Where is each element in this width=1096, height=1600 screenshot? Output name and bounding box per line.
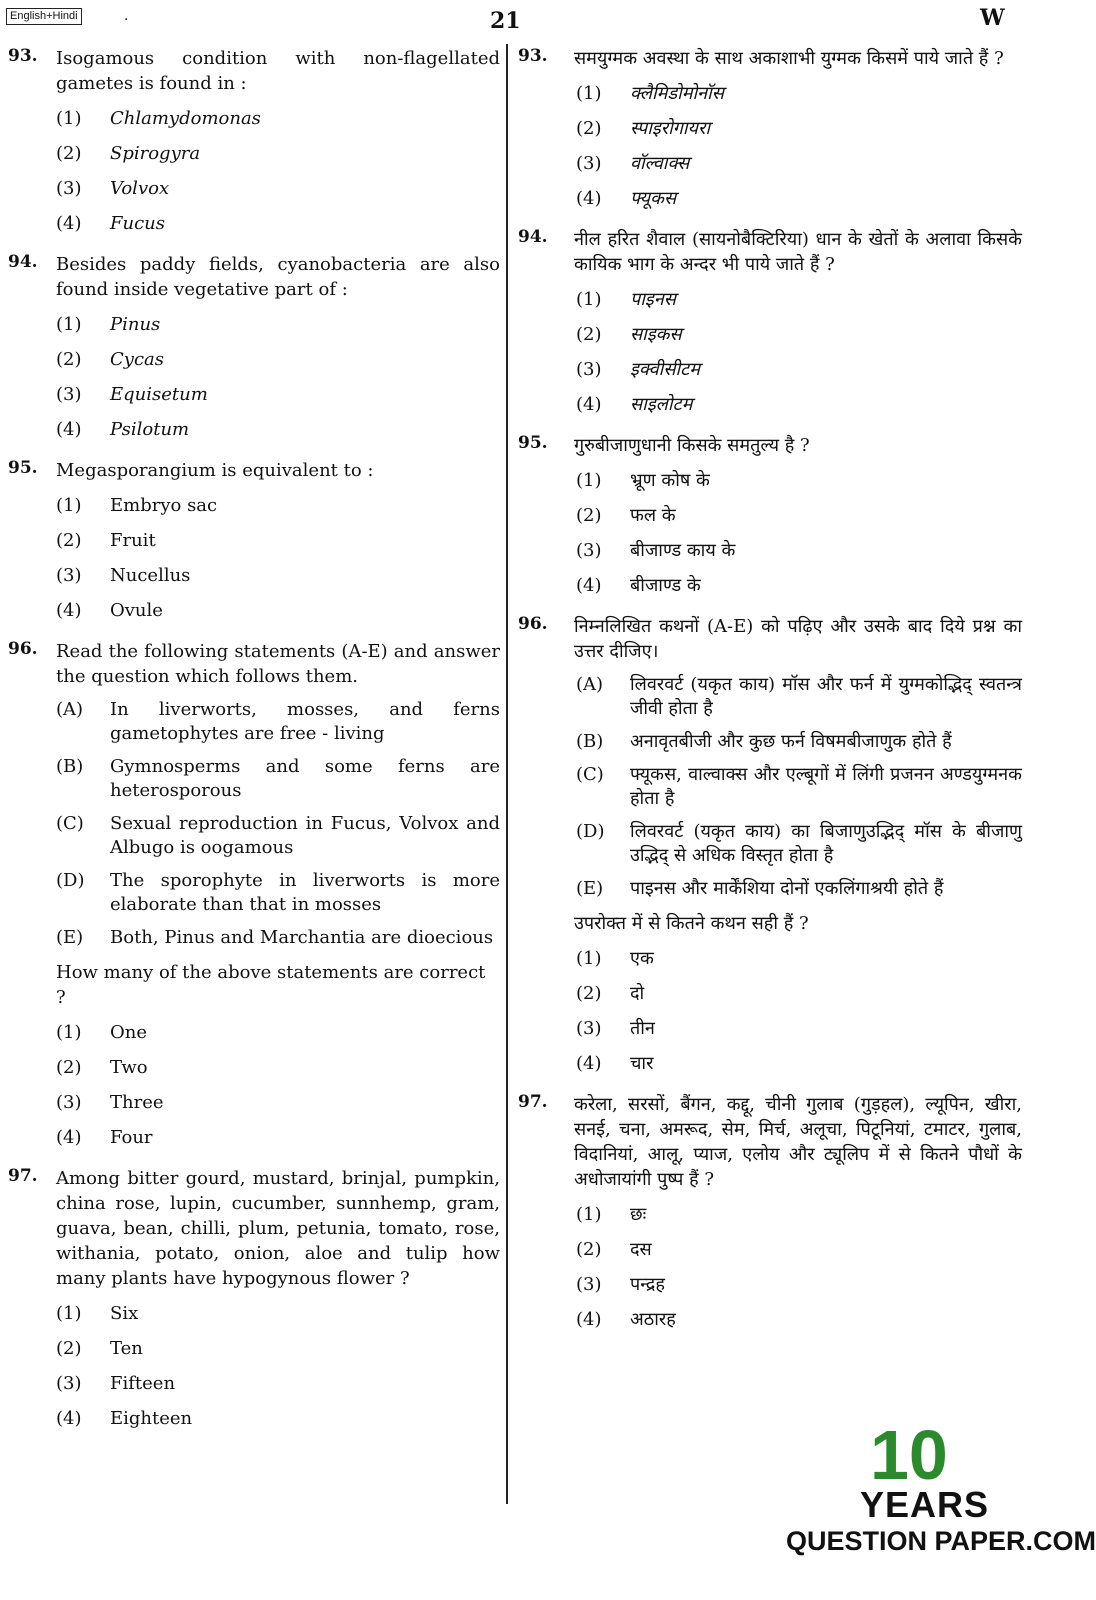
option: (4) Psilotum	[56, 419, 190, 440]
option: (2) दो	[576, 983, 645, 1004]
statement: (D) लिवरवर्ट (यकृत काय) का बिजाणुउद्भिद् मॉस के बीजाणु उद्भिद् से अधिक विस्तृत होता है	[576, 821, 1022, 866]
question-number: 94.	[8, 252, 38, 272]
set-code: W	[980, 5, 1005, 31]
question-text: करेला, सरसों, बैंगन, कद्दू, चीनी गुलाब (गुड़हल), ल्यूपिन, खीरा, सनई, चना, अमरूद, सेम, मिर्च, अलूचा, पिटूनियां, टमाटर, गुलाब, विदानियां, आलू, प्याज, एलोय और ट्यूलिप में से कितने पौधों के अधोजायांगी पुष्प हैं ?	[574, 1094, 1022, 1190]
option: (4) Ovule	[56, 600, 163, 621]
option: (4) साइलोटम	[576, 394, 693, 415]
option: (3) Three	[56, 1092, 164, 1113]
question-text: Besides paddy fields, cyanobacteria are also found inside vegetative part of :	[56, 254, 500, 300]
statement: (E) Both, Pinus and Marchantia are dioecious	[56, 927, 494, 948]
question-94-hindi	[518, 227, 1022, 417]
stray-mark: ·	[124, 12, 129, 28]
option: (4) चार	[576, 1053, 654, 1074]
option: (3) Nucellus	[56, 565, 191, 586]
option: (2) फल के	[576, 505, 676, 526]
page-number: 21	[490, 8, 521, 34]
option: (1) One	[56, 1022, 148, 1043]
question-text: Megasporangium is equivalent to :	[56, 460, 374, 481]
option: (3) तीन	[576, 1018, 655, 1039]
option: (2) Two	[56, 1057, 148, 1078]
statement: (D) The sporophyte in liverworts is more elaborate than that in mosses	[56, 870, 500, 915]
option: (4) Fucus	[56, 213, 165, 234]
question-96-hindi	[518, 614, 1022, 1076]
question-number: 97.	[8, 1166, 38, 1186]
option: (2) स्पाइरोगायरा	[576, 118, 711, 139]
option: (2) साइकस	[576, 324, 682, 345]
question-text: समयुग्मक अवस्था के साथ अकाशाभी युग्मक किसमें पाये जाते हैं ?	[574, 48, 1004, 69]
follow-up-question: उपरोक्त में से कितने कथन सही हैं ?	[574, 913, 809, 934]
statement: (B) Gymnosperms and some ferns are heterosporous	[56, 756, 500, 801]
question-97-hindi	[518, 1092, 1022, 1332]
option: (1) Embryo sac	[56, 495, 218, 516]
question-93-hindi	[518, 46, 1022, 211]
option: (4) बीजाण्ड के	[576, 575, 701, 596]
question-text: Isogamous condition with non-flagellated gametes is found in :	[56, 48, 500, 94]
option: (3) Volvox	[56, 178, 170, 199]
option: (3) Equisetum	[56, 384, 208, 405]
question-text: Read the following statements (A-E) and answer the question which follows them.	[56, 641, 500, 687]
logo-site: QUESTION PAPER.COM	[786, 1526, 1096, 1556]
option: (3) बीजाण्ड काय के	[576, 540, 736, 561]
option: (3) इक्वीसीटम	[576, 359, 700, 380]
statement: (E) पाइनस और मार्केंशिया दोनों एकलिंगाश्रयी होते हैं	[576, 878, 944, 899]
option: (1) क्लैमिडोमोनॉस	[576, 83, 724, 104]
option: (2) दस	[576, 1239, 652, 1260]
question-number: 97.	[518, 1092, 548, 1112]
option: (3) पन्द्रह	[576, 1274, 665, 1295]
column-divider	[506, 44, 508, 1504]
option: (2) Ten	[56, 1338, 143, 1359]
option: (1) एक	[576, 948, 654, 969]
question-text: नील हरित शैवाल (सायनोबैक्टिरिया) धान के खेतों के अलावा किसके कायिक भाग के अन्दर भी पाये जाते हैं ?	[574, 229, 1022, 275]
option: (1) पाइनस	[576, 289, 676, 310]
statement: (A) लिवरवर्ट (यकृत काय) मॉस और फर्न में युग्मकोद्भिद् स्वतन्त्र जीवी होता है	[576, 674, 1022, 719]
english-column	[8, 46, 500, 1447]
question-text: निम्नलिखित कथनों (A-E) को पढ़िए और उसके बाद दिये प्रश्न का उत्तर दीजिए।	[574, 616, 1022, 662]
statement: (B) अनावृतबीजी और कुछ फर्न विषमबीजाणुक होते हैं	[576, 731, 952, 752]
statement: (C) फ्यूकस, वाल्वाक्स और एल्बूगों में लिंगी प्रजनन अण्डयुग्मनक होता है	[576, 764, 1022, 809]
option: (1) Six	[56, 1303, 139, 1324]
option: (2) Spirogyra	[56, 143, 201, 164]
option: (2) Fruit	[56, 530, 156, 551]
question-95-hindi	[518, 433, 1022, 598]
option: (2) Cycas	[56, 349, 164, 370]
question-96	[8, 639, 500, 1150]
question-95	[8, 458, 500, 623]
question-number: 93.	[8, 46, 38, 66]
question-number: 96.	[8, 639, 38, 659]
option: (3) Fifteen	[56, 1373, 176, 1394]
question-text: Among bitter gourd, mustard, brinjal, pumpkin, china rose, lupin, cucumber, sunnhemp, gram, guava, bean, chilli, plum, petunia, tomato, rose, withania, potato, onion, aloe and tulip how many plants have hypogynous flower ?	[56, 1168, 500, 1289]
option: (1) भ्रूण कोष के	[576, 470, 710, 491]
option: (1) Pinus	[56, 314, 161, 335]
hindi-column	[518, 46, 1022, 1348]
option: (4) फ्यूकस	[576, 188, 677, 209]
question-number: 95.	[8, 458, 38, 478]
question-number: 94.	[518, 227, 548, 247]
option: (1) छः	[576, 1204, 647, 1225]
follow-up-question: How many of the above statements are correct ?	[56, 962, 486, 1008]
watermark-logo	[786, 1416, 1096, 1595]
option: (4) Four	[56, 1127, 153, 1148]
question-number: 95.	[518, 433, 548, 453]
statement: (C) Sexual reproduction in Fucus, Volvox and Albugo is oogamous	[56, 813, 500, 858]
question-number: 96.	[518, 614, 548, 634]
logo-number: 10	[870, 1416, 948, 1494]
question-number: 93.	[518, 46, 548, 66]
language-tag: English+Hindi	[6, 8, 82, 25]
option: (4) Eighteen	[56, 1408, 193, 1429]
option: (1) Chlamydomonas	[56, 108, 261, 129]
option: (4) अठारह	[576, 1309, 676, 1330]
statement: (A) In liverworts, mosses, and ferns gametophytes are free - living	[56, 699, 500, 744]
question-text: गुरुबीजाणुधानी किसके समतुल्य है ?	[574, 435, 810, 456]
question-94	[8, 252, 500, 442]
option: (3) वॉल्वाक्स	[576, 153, 690, 174]
question-93	[8, 46, 500, 236]
question-97	[8, 1166, 500, 1431]
logo-years: YEARS	[860, 1484, 990, 1525]
